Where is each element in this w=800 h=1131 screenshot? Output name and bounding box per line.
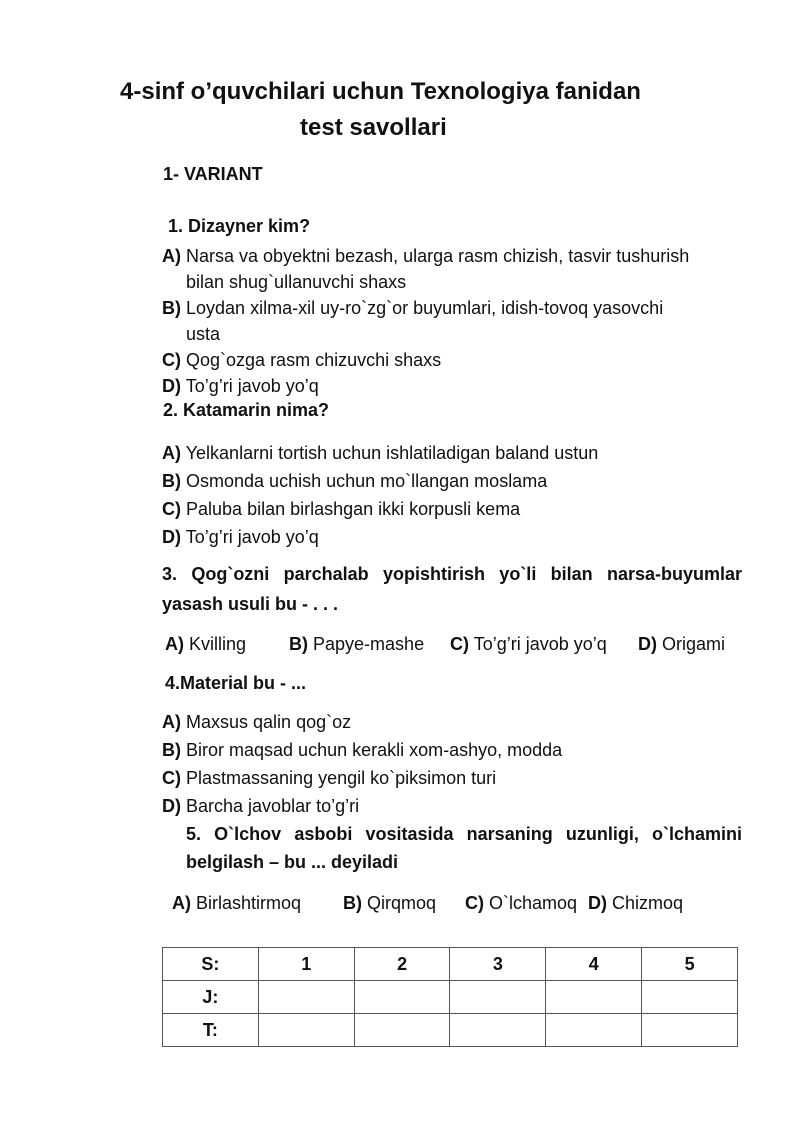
option-text: Loydan xilma-xil uy-ro`zg`or buyumlari, idish-tovoq yasovchi (186, 298, 664, 318)
option-d (638, 631, 725, 657)
option-text: Biror maqsad uchun kerakli xom-ashyo, modda (186, 740, 563, 760)
option-letter: C) (162, 768, 181, 788)
question-text-line-1: 3. Qog`ozni parchalab yopishtirish yo`li bilan narsa-buyumlar (162, 564, 742, 584)
option-letter: A) (165, 634, 184, 654)
option-b (162, 468, 547, 494)
option-text: Papye-mashe (313, 634, 425, 654)
option-letter: A) (162, 246, 181, 266)
answer-cell[interactable] (546, 981, 642, 1014)
option-d (162, 373, 319, 399)
option-text: Plastmassaning yengil ko`piksimon turi (186, 768, 497, 788)
page-title-line-2: test savollari (300, 114, 447, 141)
option-text: To’g’ri javob yo’q (185, 527, 319, 547)
option-a (162, 709, 351, 735)
option-letter: B) (162, 298, 181, 318)
option-letter: C) (465, 893, 484, 913)
option-letter: B) (343, 893, 362, 913)
option-a (162, 243, 689, 269)
option-text: O`lchamoq (489, 893, 578, 913)
option-letter: C) (162, 350, 181, 370)
option-letter: B) (162, 740, 181, 760)
option-d (162, 524, 319, 550)
option-letter: C) (450, 634, 469, 654)
option-c (450, 631, 607, 657)
option-b-continued: usta (186, 324, 221, 344)
option-b (162, 295, 663, 321)
option-c (162, 347, 441, 373)
option-text: Origami (662, 634, 726, 654)
table-header-cell: 5 (642, 948, 738, 981)
answer-cell[interactable] (354, 1014, 450, 1047)
option-text: Barcha javoblar to’g’ri (186, 796, 360, 816)
answer-cell[interactable] (354, 981, 450, 1014)
answer-cell[interactable] (642, 981, 738, 1014)
option-letter: A) (162, 443, 181, 463)
option-letter: D) (162, 796, 181, 816)
question-text: 1. Dizayner kim? (168, 216, 311, 236)
option-letter: B) (289, 634, 308, 654)
option-a (172, 890, 301, 916)
option-letter: D) (638, 634, 657, 654)
answer-table (162, 947, 738, 1047)
answer-cell[interactable] (450, 1014, 546, 1047)
option-c (465, 890, 577, 916)
option-letter: D) (162, 527, 181, 547)
page-title-line-1: 4-sinf o’quvchilari uchun Texnologiya fanidan (120, 78, 641, 105)
answer-cell[interactable] (258, 1014, 354, 1047)
variant-label: 1- VARIANT (163, 164, 263, 184)
option-c (162, 496, 520, 522)
option-c (162, 765, 496, 791)
option-letter: C) (162, 499, 181, 519)
question-text: 4.Material bu - ... (165, 673, 307, 693)
option-text: Kvilling (189, 634, 247, 654)
option-b (162, 737, 562, 763)
table-row-correct (163, 1014, 738, 1047)
option-d (588, 890, 683, 916)
option-text: Chizmoq (612, 893, 684, 913)
option-text: To’g’ri javob yo’q (185, 376, 319, 396)
option-text: Paluba bilan birlashgan ikki korpusli kema (186, 499, 521, 519)
table-header-cell: 2 (354, 948, 450, 981)
answer-cell[interactable] (546, 1014, 642, 1047)
table-header-cell: 3 (450, 948, 546, 981)
answer-cell[interactable] (258, 981, 354, 1014)
option-text: Birlashtirmoq (196, 893, 302, 913)
table-row-answers (163, 981, 738, 1014)
question-text-line-1: 5. O`lchov asbobi vositasida narsaning uzunligi, o`lchamini (186, 824, 742, 844)
option-text: Qog`ozga rasm chizuvchi shaxs (186, 350, 442, 370)
option-text: Narsa va obyektni bezash, ularga rasm chizish, tasvir tushurish (186, 246, 690, 266)
option-b (289, 631, 424, 657)
option-letter: A) (172, 893, 191, 913)
table-row-label: T: (163, 1014, 259, 1047)
option-text: Maxsus qalin qog`oz (186, 712, 352, 732)
question-text-line-2: belgilash – bu ... deyiladi (186, 852, 399, 872)
option-letter: D) (588, 893, 607, 913)
table-header-cell: S: (163, 948, 259, 981)
option-a (165, 631, 246, 657)
option-text: To’g’ri javob yo’q (473, 634, 607, 654)
question-text-line-2: yasash usuli bu - . . . (162, 594, 339, 614)
option-letter: B) (162, 471, 181, 491)
option-text: Yelkanlarni tortish uchun ishlatiladigan baland ustun (185, 443, 599, 463)
option-a (162, 440, 598, 466)
option-text: Osmonda uchish uchun mo`llangan moslama (186, 471, 548, 491)
option-a-continued: bilan shug`ullanuvchi shaxs (186, 272, 407, 292)
option-d (162, 793, 359, 819)
option-b (343, 890, 436, 916)
table-header-row (163, 948, 738, 981)
table-header-cell: 1 (258, 948, 354, 981)
option-letter: D) (162, 376, 181, 396)
answer-cell[interactable] (642, 1014, 738, 1047)
option-letter: A) (162, 712, 181, 732)
question-text: 2. Katamarin nima? (163, 400, 330, 420)
answer-cell[interactable] (450, 981, 546, 1014)
table-row-label: J: (163, 981, 259, 1014)
table-header-cell: 4 (546, 948, 642, 981)
option-text: Qirqmoq (367, 893, 437, 913)
